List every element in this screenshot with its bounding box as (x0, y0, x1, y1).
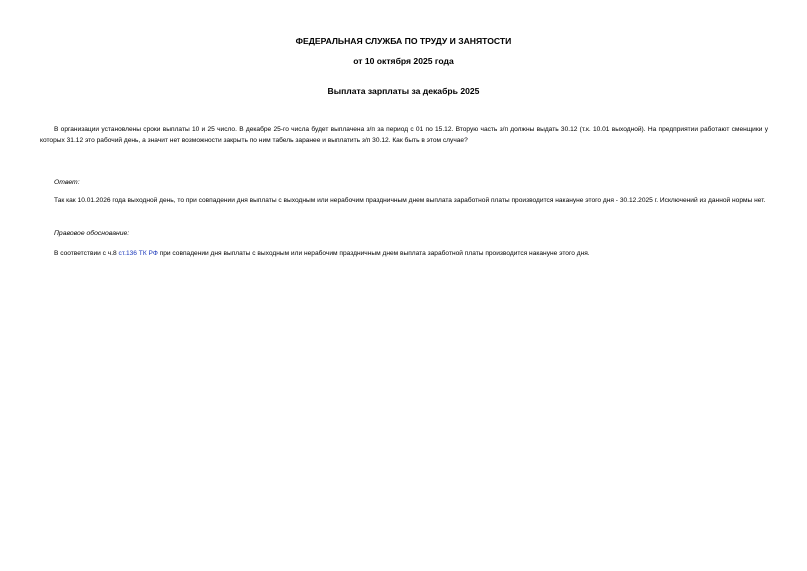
document-title: Выплата зарплаты за декабрь 2025 (327, 86, 480, 96)
answer-text: Так как 10.01.2026 года выходной день, то при совпадении дня выплаты с выходным или нерабочим праздничным днем выплата заработной платы производится накануне этого дня - 30.12.2025 г. Исключений из данной нормы нет. (54, 197, 766, 204)
legal-basis-label: Правовое обоснование: (54, 230, 130, 237)
legal-basis-text-before: В соответствии с ч.8 (54, 250, 119, 257)
answer-label: Ответ: (54, 179, 80, 186)
legal-basis-text-after: при совпадении дня выплаты с выходным или нерабочим праздничным днем выплата заработной платы производится накануне этого дня. (157, 250, 590, 257)
document-date: от 10 октября 2025 года (353, 56, 454, 66)
question-text: В организации установлены сроки выплаты 10 и 25 число. В декабре 25-го числа будет выплачена з/п за период с 01 по 15.12. Вторую часть з/п должны выдать 30.12 (т.к. 10.01 выходной). На предприятии работают сменщики у которых 31.12 это рабочий день, а значит нет возможности закрыть по ним табель заранее и выплатить з/п 30.12. Как быть в этом случае? (40, 126, 768, 144)
law-article-link[interactable]: ст.136 ТК РФ (118, 250, 158, 257)
agency-name: ФЕДЕРАЛЬНАЯ СЛУЖБА ПО ТРУДУ И ЗАНЯТОСТИ (295, 36, 512, 46)
legal-basis-paragraph (40, 249, 768, 260)
